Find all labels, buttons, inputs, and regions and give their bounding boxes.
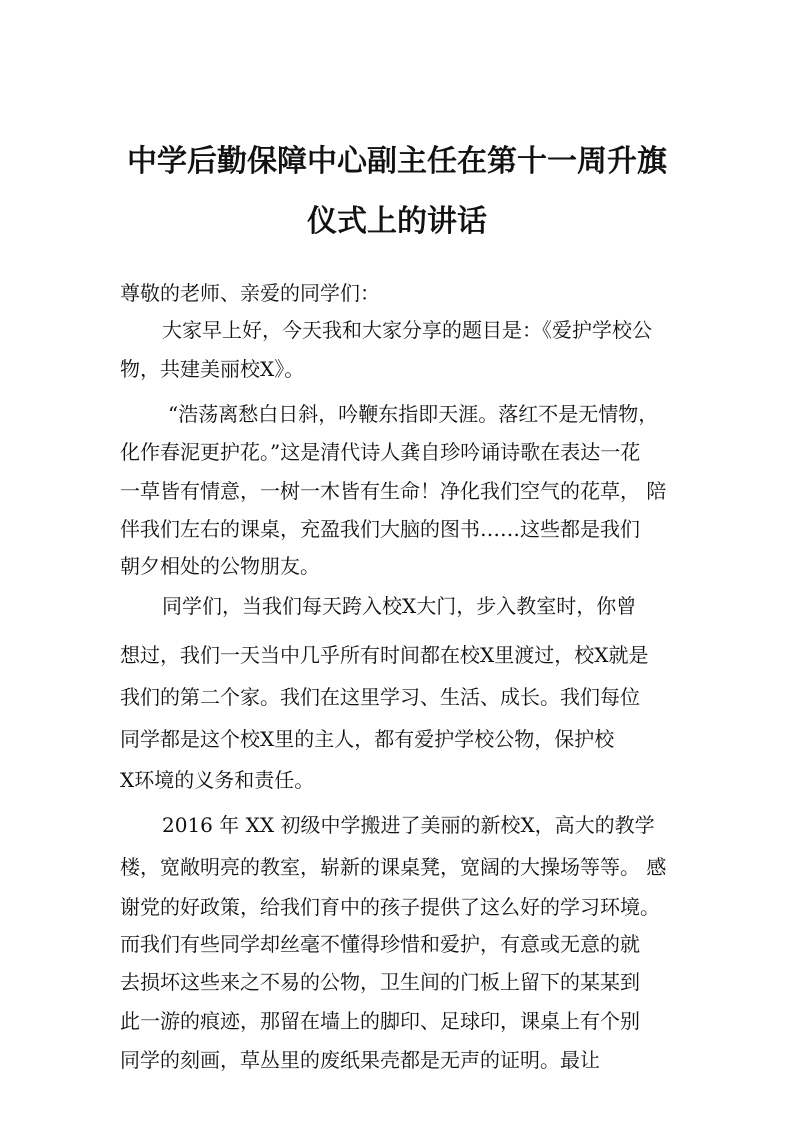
body-line: 物，共建美丽校X》。 (120, 357, 305, 381)
body-line: 2016 年 XX 初级中学搬进了美丽的新校X，高大的教学 (162, 813, 655, 837)
body-line: 而我们有些同学却丝毫不懂得珍惜和爱护，有意或无意的就 (120, 932, 640, 956)
salutation: 尊敬的老师、亲爱的同学们： (120, 281, 380, 305)
document-title-line-1: 中学后勤保障中心副主任在第十一周升旗 (127, 144, 667, 179)
body-line: 大家早上好，今天我和大家分享的题目是：《爱护学校公 (162, 318, 652, 342)
body-line: 朝夕相处的公物朋友。 (120, 554, 320, 578)
body-line: 伴我们左右的课桌，充盈我们大脑的图书……这些都是我们 (120, 517, 640, 541)
document-title-line-2: 仪式上的讲话 (307, 204, 487, 239)
body-line: 谢党的好政策，给我们育中的孩子提供了这么好的学习环境。 (120, 895, 660, 919)
body-line: 同学都是这个校X里的主人，都有爱护学校公物，保护校 (120, 727, 615, 751)
body-line: 楼，宽敞明亮的教室，崭新的课桌凳，宽阔的大操场等等。 感 (120, 855, 667, 879)
body-line: X环境的义务和责任。 (120, 768, 315, 792)
body-line: 一草皆有情意，一树一木皆有生命！净化我们空气的花草， 陪 (120, 479, 667, 503)
body-line: 去损坏这些来之不易的公物，卫生间的门板上留下的某某到 (120, 970, 640, 994)
body-line: 同学们，当我们每天跨入校X大门，步入教室时，你曾 (162, 594, 637, 618)
body-line: “浩荡离愁白日斜，吟鞭东指即天涯。落红不是无情物， (168, 402, 659, 426)
body-line: 此一游的痕迹，那留在墙上的脚印、足球印，课桌上有个别 (120, 1009, 640, 1033)
body-line: 化作春泥更护花。”这是清代诗人龚自珍吟诵诗歌在表达一花 (120, 440, 641, 464)
body-line: 同学的刻画，草丛里的废纸果壳都是无声的证明。最让 (120, 1048, 600, 1072)
body-line: 我们的第二个家。我们在这里学习、生活、成长。我们每位 (120, 685, 640, 709)
body-line: 想过，我们一天当中几乎所有时间都在校X里渡过，校X就是 (120, 643, 649, 667)
